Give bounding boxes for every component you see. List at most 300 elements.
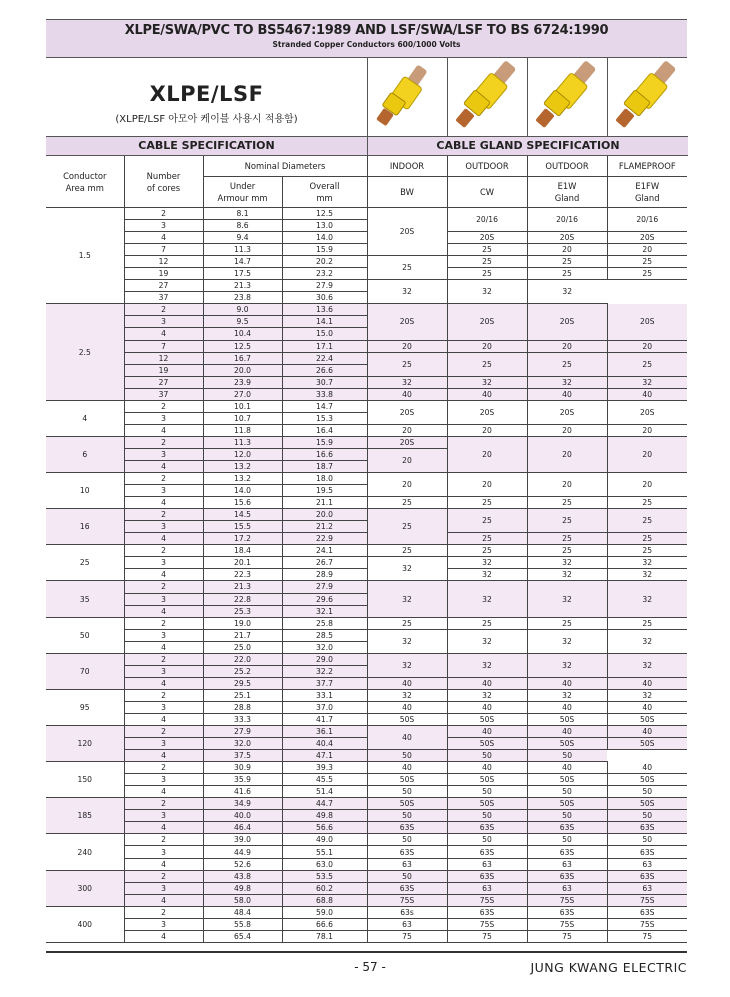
cores-cell: 4 bbox=[124, 858, 203, 870]
gland-bw-cell: 75S bbox=[367, 894, 447, 906]
gland-e1fw-cell: 32 bbox=[607, 689, 687, 701]
gland-e1fw-cell: 50 bbox=[607, 810, 687, 822]
overall-cell: 22.9 bbox=[282, 533, 367, 545]
under-armour-cell: 21.3 bbox=[203, 581, 282, 593]
gland-bw-cell: 63 bbox=[367, 858, 447, 870]
overall-cell: 15.3 bbox=[282, 412, 367, 424]
cable-gland-icon bbox=[611, 60, 683, 132]
gland-e1fw-cell: 20S bbox=[607, 400, 687, 424]
gland-e1fw-cell: 20S bbox=[607, 304, 687, 340]
gland-bw-cell: 25 bbox=[367, 545, 447, 557]
gland-e1w-cell: 25 bbox=[527, 509, 607, 533]
table-row bbox=[46, 750, 687, 762]
gland-cw-image bbox=[451, 60, 523, 132]
gland-e1fw-cell: 20 bbox=[607, 424, 687, 436]
gland-e1w-cell: 20S bbox=[527, 232, 607, 244]
gland-e1w-cell: 40 bbox=[527, 762, 607, 774]
table-row bbox=[46, 509, 687, 521]
gland-bw-cell: 50 bbox=[367, 834, 447, 846]
under-armour-cell: 44.9 bbox=[203, 846, 282, 858]
overall-cell: 40.4 bbox=[282, 738, 367, 750]
gland-bw-cell: 50 bbox=[367, 870, 447, 882]
gland-cw-cell: 32 bbox=[447, 569, 527, 581]
gland-e1fw-cell: 20 bbox=[607, 244, 687, 256]
overall-cell: 30.7 bbox=[282, 376, 367, 388]
gland-cw-cell: 20 bbox=[447, 473, 527, 497]
conductor-area-cell: 16 bbox=[46, 509, 124, 545]
table-row bbox=[46, 388, 687, 400]
cores-cell: 7 bbox=[124, 340, 203, 352]
cable-gland-icon bbox=[451, 60, 523, 132]
under-armour-cell: 8.6 bbox=[203, 220, 282, 232]
gland-cw-cell: 40 bbox=[447, 726, 527, 738]
gland-e1fw-cell: 50 bbox=[607, 786, 687, 798]
gland-cw-cell: 20/16 bbox=[447, 208, 527, 232]
cores-cell: 3 bbox=[124, 557, 203, 569]
conductor-area-cell: 25 bbox=[46, 545, 124, 581]
gland-e1fw-cell: 20 bbox=[607, 340, 687, 352]
cores-cell: 4 bbox=[124, 232, 203, 244]
gland-spec-heading: CABLE GLAND SPECIFICATION bbox=[367, 136, 688, 156]
table-row bbox=[46, 569, 687, 581]
conductor-area-cell: 35 bbox=[46, 581, 124, 617]
under-armour-cell: 20.0 bbox=[203, 364, 282, 376]
gland-cw-cell: 20 bbox=[447, 436, 527, 472]
table-row bbox=[46, 701, 687, 713]
table-row bbox=[46, 894, 687, 906]
gland-cw-cell: 32 bbox=[367, 280, 447, 304]
gland-cw-cell: 50 bbox=[447, 786, 527, 798]
cores-cell: 2 bbox=[124, 906, 203, 918]
under-armour-cell: 21.7 bbox=[203, 629, 282, 641]
overall-cell: 27.9 bbox=[282, 581, 367, 593]
cores-cell: 3 bbox=[124, 882, 203, 894]
col-conductor-area: Conductor Area mm bbox=[46, 156, 124, 208]
table-row bbox=[46, 436, 687, 448]
cores-cell: 2 bbox=[124, 834, 203, 846]
gland-e1w-cell: 32 bbox=[527, 581, 607, 617]
under-armour-cell: 18.4 bbox=[203, 545, 282, 557]
overall-cell: 12.5 bbox=[282, 208, 367, 220]
gland-e1fw-cell: 32 bbox=[607, 376, 687, 388]
under-armour-cell: 9.0 bbox=[203, 304, 282, 316]
cores-cell: 19 bbox=[124, 268, 203, 280]
overall-cell: 29.0 bbox=[282, 653, 367, 665]
hero-divider bbox=[447, 57, 448, 136]
gland-e1w-cell: 20 bbox=[527, 340, 607, 352]
overall-cell: 13.0 bbox=[282, 220, 367, 232]
gland-cw-cell: 32 bbox=[447, 581, 527, 617]
table-row bbox=[46, 533, 687, 545]
overall-cell: 22.4 bbox=[282, 352, 367, 364]
overall-cell: 28.9 bbox=[282, 569, 367, 581]
gland-e1fw-cell: 40 bbox=[607, 677, 687, 689]
gland-e1w-cell: 75S bbox=[527, 918, 607, 930]
table-row bbox=[46, 340, 687, 352]
table-row bbox=[46, 762, 687, 774]
gland-e1w-cell: 63S bbox=[527, 822, 607, 834]
under-armour-cell: 14.5 bbox=[203, 509, 282, 521]
gland-bw-cell: 25 bbox=[367, 617, 447, 629]
overall-cell: 25.8 bbox=[282, 617, 367, 629]
cores-cell: 3 bbox=[124, 629, 203, 641]
cores-cell: 3 bbox=[124, 521, 203, 533]
gland-cw-cell: 25 bbox=[447, 533, 527, 545]
table-row bbox=[46, 268, 687, 280]
overall-cell: 60.2 bbox=[282, 882, 367, 894]
table-row bbox=[46, 400, 687, 412]
overall-cell: 53.5 bbox=[282, 870, 367, 882]
conductor-area-cell: 2.5 bbox=[46, 304, 124, 400]
cores-cell: 2 bbox=[124, 617, 203, 629]
cores-cell: 4 bbox=[124, 641, 203, 653]
under-armour-cell: 15.6 bbox=[203, 497, 282, 509]
gland-cw-cell: 20S bbox=[447, 304, 527, 340]
gland-bw-cell: 20 bbox=[367, 340, 447, 352]
col-number-of-cores: Number of cores bbox=[124, 156, 203, 208]
cores-cell: 4 bbox=[124, 569, 203, 581]
under-armour-cell: 22.0 bbox=[203, 653, 282, 665]
cores-cell: 2 bbox=[124, 208, 203, 220]
gland-e1fw-cell: 20S bbox=[607, 232, 687, 244]
overall-cell: 44.7 bbox=[282, 798, 367, 810]
table-row bbox=[46, 545, 687, 557]
gland-e1w-cell: 25 bbox=[527, 617, 607, 629]
under-armour-cell: 12.0 bbox=[203, 448, 282, 460]
gland-bw-cell: 40 bbox=[367, 388, 447, 400]
cores-cell: 4 bbox=[124, 822, 203, 834]
cores-cell: 12 bbox=[124, 256, 203, 268]
conductor-area-cell: 10 bbox=[46, 473, 124, 509]
gland-cw-cell: 20 bbox=[447, 424, 527, 436]
table-row bbox=[46, 352, 687, 364]
table-row bbox=[46, 798, 687, 810]
gland-bw-cell: 63 bbox=[367, 918, 447, 930]
overall-cell: 68.8 bbox=[282, 894, 367, 906]
gland-e1w-cell: 40 bbox=[527, 388, 607, 400]
table-row bbox=[46, 304, 687, 316]
cores-cell: 2 bbox=[124, 581, 203, 593]
gland-bw-cell: 50S bbox=[367, 774, 447, 786]
cores-cell: 3 bbox=[124, 593, 203, 605]
gland-cw-cell: 25 bbox=[447, 256, 527, 268]
gland-cw-cell: 20 bbox=[447, 340, 527, 352]
gland-bw-cell: 25 bbox=[367, 497, 447, 509]
col-e1fw-gland: E1FW Gland bbox=[607, 177, 687, 208]
overall-cell: 78.1 bbox=[282, 930, 367, 942]
conductor-area-cell: 4 bbox=[46, 400, 124, 436]
gland-e1fw-cell: 75 bbox=[607, 930, 687, 942]
conductor-area-cell: 1.5 bbox=[46, 208, 124, 304]
gland-e1fw-cell: 40 bbox=[607, 701, 687, 713]
gland-cw-cell: 25 bbox=[447, 545, 527, 557]
table-row bbox=[46, 918, 687, 930]
cores-cell: 37 bbox=[124, 292, 203, 304]
conductor-area-cell: 300 bbox=[46, 870, 124, 906]
table-row bbox=[46, 738, 687, 750]
table-row bbox=[46, 473, 687, 485]
under-armour-cell: 25.1 bbox=[203, 689, 282, 701]
under-armour-cell: 39.0 bbox=[203, 834, 282, 846]
gland-bw-cell: 50 bbox=[367, 810, 447, 822]
gland-e1w-cell: 25 bbox=[527, 497, 607, 509]
under-armour-cell: 15.5 bbox=[203, 521, 282, 533]
gland-cw-cell: 63 bbox=[447, 882, 527, 894]
overall-cell: 23.2 bbox=[282, 268, 367, 280]
gland-bw-cell: 25 bbox=[367, 352, 447, 376]
gland-cw-cell: 50S bbox=[447, 738, 527, 750]
cores-cell: 4 bbox=[124, 460, 203, 472]
table-row bbox=[46, 497, 687, 509]
col-under-armour: Under Armour mm bbox=[203, 177, 282, 208]
gland-cw-cell: 50 bbox=[447, 810, 527, 822]
gland-cw-cell: 63S bbox=[447, 906, 527, 918]
overall-cell: 28.5 bbox=[282, 629, 367, 641]
under-armour-cell: 12.5 bbox=[203, 340, 282, 352]
under-armour-cell: 28.8 bbox=[203, 701, 282, 713]
gland-e1w-cell: 32 bbox=[447, 280, 527, 304]
table-row bbox=[46, 557, 687, 569]
cores-cell: 4 bbox=[124, 497, 203, 509]
cores-cell: 3 bbox=[124, 448, 203, 460]
gland-bw-cell: 40 bbox=[367, 677, 447, 689]
cores-cell: 2 bbox=[124, 798, 203, 810]
col-e1w-gland: E1W Gland bbox=[527, 177, 607, 208]
gland-e1w-cell: 20S bbox=[527, 400, 607, 424]
overall-cell: 47.1 bbox=[282, 750, 367, 762]
under-armour-cell: 46.4 bbox=[203, 822, 282, 834]
under-armour-cell: 13.2 bbox=[203, 473, 282, 485]
gland-e1w-cell: 25 bbox=[527, 268, 607, 280]
overall-cell: 45.5 bbox=[282, 774, 367, 786]
gland-bw-cell: 63S bbox=[367, 846, 447, 858]
gland-cw-cell: 32 bbox=[447, 629, 527, 653]
gland-e1w-cell: 63S bbox=[527, 846, 607, 858]
cores-cell: 2 bbox=[124, 509, 203, 521]
under-armour-cell: 17.2 bbox=[203, 533, 282, 545]
table-row bbox=[46, 653, 687, 665]
overall-cell: 37.0 bbox=[282, 701, 367, 713]
col-flameproof: FLAMEPROOF bbox=[607, 156, 687, 177]
under-armour-cell: 48.4 bbox=[203, 906, 282, 918]
gland-bw-cell: 32 bbox=[367, 376, 447, 388]
under-armour-cell: 11.3 bbox=[203, 244, 282, 256]
gland-e1fw-cell: 50S bbox=[607, 713, 687, 725]
cores-cell: 27 bbox=[124, 376, 203, 388]
gland-cw-cell: 25 bbox=[447, 244, 527, 256]
gland-cw-cell: 32 bbox=[447, 557, 527, 569]
conductor-area-cell: 185 bbox=[46, 798, 124, 834]
cores-cell: 4 bbox=[124, 786, 203, 798]
under-armour-cell: 41.6 bbox=[203, 786, 282, 798]
overall-cell: 18.0 bbox=[282, 473, 367, 485]
gland-cw-cell: 25 bbox=[447, 617, 527, 629]
cores-cell: 3 bbox=[124, 316, 203, 328]
table-row bbox=[46, 786, 687, 798]
overall-cell: 55.1 bbox=[282, 846, 367, 858]
gland-bw-cell: 32 bbox=[367, 629, 447, 653]
gland-bw-cell: 50 bbox=[367, 786, 447, 798]
under-armour-cell: 14.7 bbox=[203, 256, 282, 268]
gland-e1w-cell: 32 bbox=[527, 653, 607, 677]
gland-e1w-cell: 25 bbox=[527, 256, 607, 268]
cores-cell: 12 bbox=[124, 352, 203, 364]
conductor-area-cell: 400 bbox=[46, 906, 124, 942]
gland-bw-cell: 40 bbox=[367, 726, 447, 750]
conductor-area-cell: 240 bbox=[46, 834, 124, 870]
gland-cw-cell: 75S bbox=[447, 918, 527, 930]
under-armour-cell: 43.8 bbox=[203, 870, 282, 882]
gland-e1w-cell: 20S bbox=[527, 304, 607, 340]
gland-bw-cell: 63S bbox=[367, 822, 447, 834]
overall-cell: 63.0 bbox=[282, 858, 367, 870]
gland-cw-cell: 40 bbox=[447, 388, 527, 400]
cores-cell: 3 bbox=[124, 701, 203, 713]
overall-cell: 20.0 bbox=[282, 509, 367, 521]
gland-e1w-cell: 32 bbox=[527, 376, 607, 388]
gland-cw-cell: 20S bbox=[447, 232, 527, 244]
table-row bbox=[46, 846, 687, 858]
under-armour-cell: 9.5 bbox=[203, 316, 282, 328]
table-row bbox=[46, 713, 687, 725]
gland-bw-cell: 25 bbox=[367, 256, 447, 280]
cores-cell: 2 bbox=[124, 870, 203, 882]
overall-cell: 32.0 bbox=[282, 641, 367, 653]
gland-e1fw-cell: 20 bbox=[607, 473, 687, 497]
conductor-area-cell: 150 bbox=[46, 762, 124, 798]
under-armour-cell: 23.9 bbox=[203, 376, 282, 388]
under-armour-cell: 10.4 bbox=[203, 328, 282, 340]
gland-bw-cell: 40 bbox=[367, 762, 447, 774]
product-title: XLPE/LSF bbox=[149, 82, 264, 106]
gland-e1w-cell: 32 bbox=[527, 569, 607, 581]
gland-bw-cell: 20 bbox=[367, 424, 447, 436]
gland-bw-cell: 20S bbox=[367, 400, 447, 424]
gland-e1w-cell: 50 bbox=[527, 834, 607, 846]
cores-cell: 2 bbox=[124, 545, 203, 557]
gland-e1w-cell: 25 bbox=[527, 352, 607, 376]
gland-e1w-cell: 32 bbox=[527, 557, 607, 569]
gland-e1fw-cell: 32 bbox=[607, 653, 687, 677]
col-nominal-diameters: Nominal Diameters bbox=[203, 156, 367, 177]
gland-bw-cell: 20S bbox=[367, 436, 447, 448]
gland-e1fw-cell: 32 bbox=[607, 629, 687, 653]
gland-bw-cell: 32 bbox=[367, 653, 447, 677]
conductor-area-cell: 50 bbox=[46, 617, 124, 653]
page-number: - 57 - bbox=[354, 960, 386, 974]
overall-cell: 37.7 bbox=[282, 677, 367, 689]
table-row bbox=[46, 930, 687, 942]
overall-cell: 41.7 bbox=[282, 713, 367, 725]
gland-cw-cell: 63S bbox=[447, 870, 527, 882]
gland-e1w-cell: 20 bbox=[527, 424, 607, 436]
gland-e1w-cell: 40 bbox=[527, 701, 607, 713]
gland-bw-cell: 20 bbox=[367, 473, 447, 497]
gland-e1w-cell: 63S bbox=[527, 870, 607, 882]
gland-cw-cell: 75 bbox=[447, 930, 527, 942]
under-armour-cell: 58.0 bbox=[203, 894, 282, 906]
under-armour-cell: 13.2 bbox=[203, 460, 282, 472]
cores-cell: 4 bbox=[124, 713, 203, 725]
gland-e1w-cell: 75S bbox=[527, 894, 607, 906]
under-armour-cell: 23.8 bbox=[203, 292, 282, 304]
table-row bbox=[46, 280, 687, 292]
cable-gland-icon bbox=[531, 60, 603, 132]
under-armour-cell: 27.9 bbox=[203, 726, 282, 738]
gland-e1fw-cell: 32 bbox=[607, 581, 687, 617]
overall-cell: 15.0 bbox=[282, 328, 367, 340]
gland-e1w-cell: 40 bbox=[527, 726, 607, 738]
gland-e1fw-cell: 63 bbox=[607, 882, 687, 894]
under-armour-cell: 30.9 bbox=[203, 762, 282, 774]
under-armour-cell: 40.0 bbox=[203, 810, 282, 822]
table-row bbox=[46, 870, 687, 882]
table-row bbox=[46, 677, 687, 689]
page-subtitle: Stranded Copper Conductors 600/1000 Volts bbox=[272, 40, 461, 49]
cores-cell: 3 bbox=[124, 485, 203, 497]
cores-cell: 4 bbox=[124, 894, 203, 906]
gland-e1fw-cell: 25 bbox=[607, 497, 687, 509]
overall-cell: 14.7 bbox=[282, 400, 367, 412]
cores-cell: 37 bbox=[124, 388, 203, 400]
gland-e1fw-cell: 63S bbox=[607, 846, 687, 858]
gland-cw-cell: 25 bbox=[447, 497, 527, 509]
under-armour-cell: 65.4 bbox=[203, 930, 282, 942]
overall-cell: 18.7 bbox=[282, 460, 367, 472]
under-armour-cell: 34.9 bbox=[203, 798, 282, 810]
under-armour-cell: 22.8 bbox=[203, 593, 282, 605]
under-armour-cell: 19.0 bbox=[203, 617, 282, 629]
spec-table bbox=[46, 156, 687, 943]
cores-cell: 4 bbox=[124, 328, 203, 340]
table-row bbox=[46, 617, 687, 629]
table-row bbox=[46, 244, 687, 256]
title-banner bbox=[46, 19, 687, 58]
gland-e1fw-cell: 25 bbox=[607, 509, 687, 533]
under-armour-cell: 49.8 bbox=[203, 882, 282, 894]
gland-e1fw-cell: 50S bbox=[607, 738, 687, 750]
conductor-area-cell: 95 bbox=[46, 689, 124, 725]
under-armour-cell: 22.3 bbox=[203, 569, 282, 581]
under-armour-cell: 25.2 bbox=[203, 665, 282, 677]
overall-cell: 20.2 bbox=[282, 256, 367, 268]
gland-e1fw-cell: 25 bbox=[607, 533, 687, 545]
cores-cell: 2 bbox=[124, 726, 203, 738]
under-armour-cell: 35.9 bbox=[203, 774, 282, 786]
under-armour-cell: 9.4 bbox=[203, 232, 282, 244]
gland-e1fw-cell: 63 bbox=[607, 858, 687, 870]
table-row bbox=[46, 858, 687, 870]
under-armour-cell: 32.0 bbox=[203, 738, 282, 750]
gland-e1fw-cell: 40 bbox=[607, 388, 687, 400]
cable-gland-icon bbox=[371, 60, 443, 132]
gland-e1w-cell: 32 bbox=[527, 689, 607, 701]
gland-e1fw-cell: 25 bbox=[607, 268, 687, 280]
gland-e1fw-cell: 75S bbox=[607, 918, 687, 930]
table-row bbox=[46, 376, 687, 388]
overall-cell: 36.1 bbox=[282, 726, 367, 738]
gland-e1fw-cell: 50S bbox=[607, 798, 687, 810]
cores-cell: 7 bbox=[124, 244, 203, 256]
gland-e1w-cell: 32 bbox=[527, 629, 607, 653]
overall-cell: 16.6 bbox=[282, 448, 367, 460]
under-armour-cell: 52.6 bbox=[203, 858, 282, 870]
gland-e1w-cell: 20 bbox=[527, 436, 607, 472]
cores-cell: 3 bbox=[124, 918, 203, 930]
gland-cw-cell: 25 bbox=[447, 352, 527, 376]
gland-e1w-cell: 20/16 bbox=[527, 208, 607, 232]
col-outdoor-cw: OUTDOOR bbox=[447, 156, 527, 177]
